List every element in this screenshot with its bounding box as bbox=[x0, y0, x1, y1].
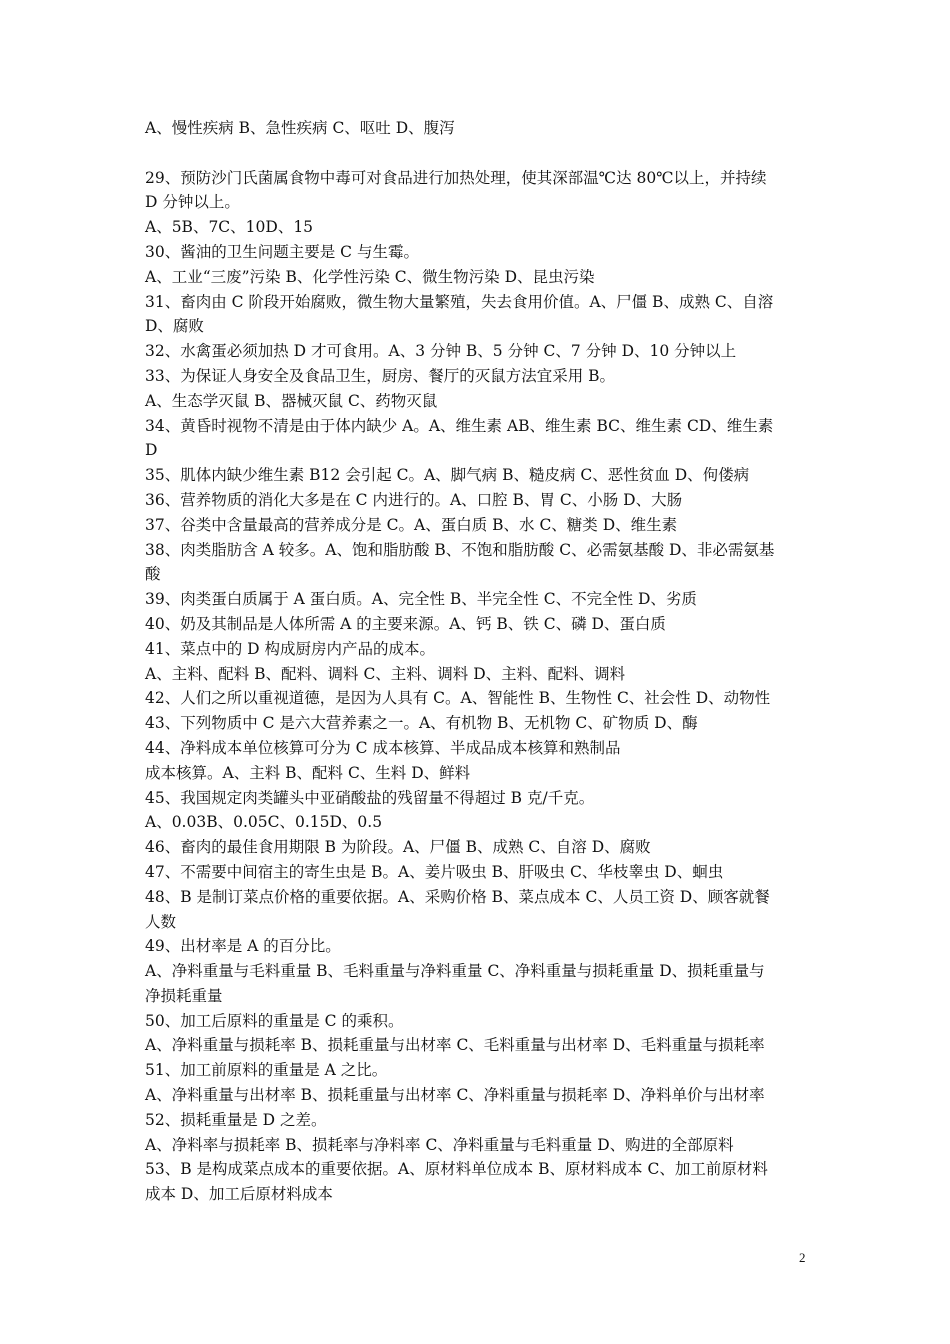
text-line: 46、畜肉的最佳食用期限 B 为阶段。A、尸僵 B、成熟 C、自溶 D、腐败 bbox=[145, 838, 651, 857]
text-line: A、生态学灭鼠 B、器械灭鼠 C、药物灭鼠 bbox=[145, 391, 438, 410]
text-line: A、主料、配料 B、配料、调料 C、主料、调料 D、主料、配料、调料 bbox=[145, 664, 626, 683]
text-line: 31、畜肉由 C 阶段开始腐败，微生物大量繁殖，失去食用价值。A、尸僵 B、成熟 C、自溶 bbox=[145, 292, 774, 311]
text-line: 人数 bbox=[145, 912, 177, 931]
text-line: A、净料重量与损耗率 B、损耗重量与出材率 C、毛料重量与出材率 D、毛料重量与损耗率 bbox=[145, 1036, 765, 1055]
text-line: 34、黄昏时视物不清是由于体内缺少 A。A、维生素 AB、维生素 BC、维生素 CD、维生素 bbox=[145, 416, 774, 435]
text-line: 32、水禽蛋必须加热 D 才可食用。A、3 分钟 B、5 分钟 C、7 分钟 D、10 分钟以上 bbox=[145, 342, 737, 361]
text-line: 38、肉类脂肪含 A 较多。A、饱和脂肪酸 B、不饱和脂肪酸 C、必需氨基酸 D、非必需氨基 bbox=[145, 540, 775, 559]
text-line: 成本 D、加工后原材料成本 bbox=[145, 1185, 333, 1204]
text-line: 30、酱油的卫生问题主要是 C 与生霉。 bbox=[145, 242, 419, 261]
text-line: A、净料重量与出材率 B、损耗重量与出材率 C、净料重量与损耗率 D、净料单价与出材率 bbox=[145, 1086, 765, 1105]
text-line: 53、B 是构成菜点成本的重要依据。A、原材料单位成本 B、原材料成本 C、加工前原材料 bbox=[145, 1160, 768, 1179]
text-line: 44、净料成本单位核算可分为 C 成本核算、半成品成本核算和熟制品 bbox=[145, 738, 621, 757]
text-line: 29、预防沙门氏菌属食物中毒可对食品进行加热处理，使其深部温℃达 80℃以上，并持续 bbox=[145, 168, 767, 187]
text-line: 33、为保证人身安全及食品卫生，厨房、餐厅的灭鼠方法宜采用 B。 bbox=[145, 366, 616, 385]
text-line: 40、奶及其制品是人体所需 A 的主要来源。A、钙 B、铁 C、磷 D、蛋白质 bbox=[145, 614, 666, 633]
text-line: 45、我国规定肉类罐头中亚硝酸盐的残留量不得超过 B 克/千克。 bbox=[145, 788, 595, 807]
text-line: 41、菜点中的 D 构成厨房内产品的成本。 bbox=[145, 639, 436, 658]
text-line: 48、B 是制订菜点价格的重要依据。A、采购价格 B、菜点成本 C、人员工资 D、顾客就餐 bbox=[145, 887, 770, 906]
text-line: 47、不需要中间宿主的寄生虫是 B。A、姜片吸虫 B、肝吸虫 C、华枝睾虫 D、蛔虫 bbox=[145, 862, 724, 881]
text-line: 52、损耗重量是 D 之差。 bbox=[145, 1110, 327, 1129]
text-line: A、净料重量与毛料重量 B、毛料重量与净料重量 C、净料重量与损耗重量 D、损耗重量与 bbox=[145, 962, 765, 981]
text-line: 49、出材率是 A 的百分比。 bbox=[145, 937, 341, 956]
text-line: A、工业“三废”污染 B、化学性污染 C、微生物污染 D、昆虫污染 bbox=[145, 267, 595, 286]
text-line: 51、加工前原料的重量是 A 之比。 bbox=[145, 1061, 388, 1080]
text-line: A、净料率与损耗率 B、损耗率与净料率 C、净料重量与毛料重量 D、购进的全部原料 bbox=[145, 1135, 734, 1154]
text-line: 37、谷类中含量最高的营养成分是 C。A、蛋白质 B、水 C、糖类 D、维生素 bbox=[145, 515, 678, 534]
text-line: D 分钟以上。 bbox=[145, 193, 240, 212]
text-line: A、5B、7C、10D、15 bbox=[145, 218, 314, 237]
text-line: A、慢性疾病 B、急性疾病 C、呕吐 D、腹泻 bbox=[145, 119, 455, 137]
text-line: A、0.03B、0.05C、0.15D、0.5 bbox=[145, 813, 383, 832]
text-line: 39、肉类蛋白质属于 A 蛋白质。A、完全性 B、半完全性 C、不完全性 D、劣质 bbox=[145, 590, 697, 609]
text-line: 36、营养物质的消化大多是在 C 内进行的。A、口腔 B、胃 C、小肠 D、大肠 bbox=[145, 490, 683, 509]
text-line: D、腐败 bbox=[145, 317, 204, 336]
blank-line bbox=[145, 141, 810, 166]
text-line: 43、下列物质中 C 是六大营养素之一。A、有机物 B、无机物 C、矿物质 D、酶 bbox=[145, 714, 698, 733]
text-line: 42、人们之所以重视道德，是因为人具有 C。A、智能性 B、生物性 C、社会性 D、动物性 bbox=[145, 689, 771, 708]
text-line: 成本核算。A、主料 B、配料 C、生料 D、鲜料 bbox=[145, 763, 471, 782]
text-line: D bbox=[145, 441, 158, 460]
text-line: 35、肌体内缺少维生素 B12 会引起 C。A、脚气病 B、糙皮病 C、恶性贫血 D、佝偻病 bbox=[145, 466, 750, 485]
text-line: 酸 bbox=[145, 565, 161, 584]
document-body bbox=[145, 116, 810, 1207]
page-number: 2 bbox=[799, 1250, 806, 1265]
text-line: 净损耗重量 bbox=[145, 986, 223, 1005]
text-line: 50、加工后原料的重量是 C 的乘积。 bbox=[145, 1011, 404, 1030]
